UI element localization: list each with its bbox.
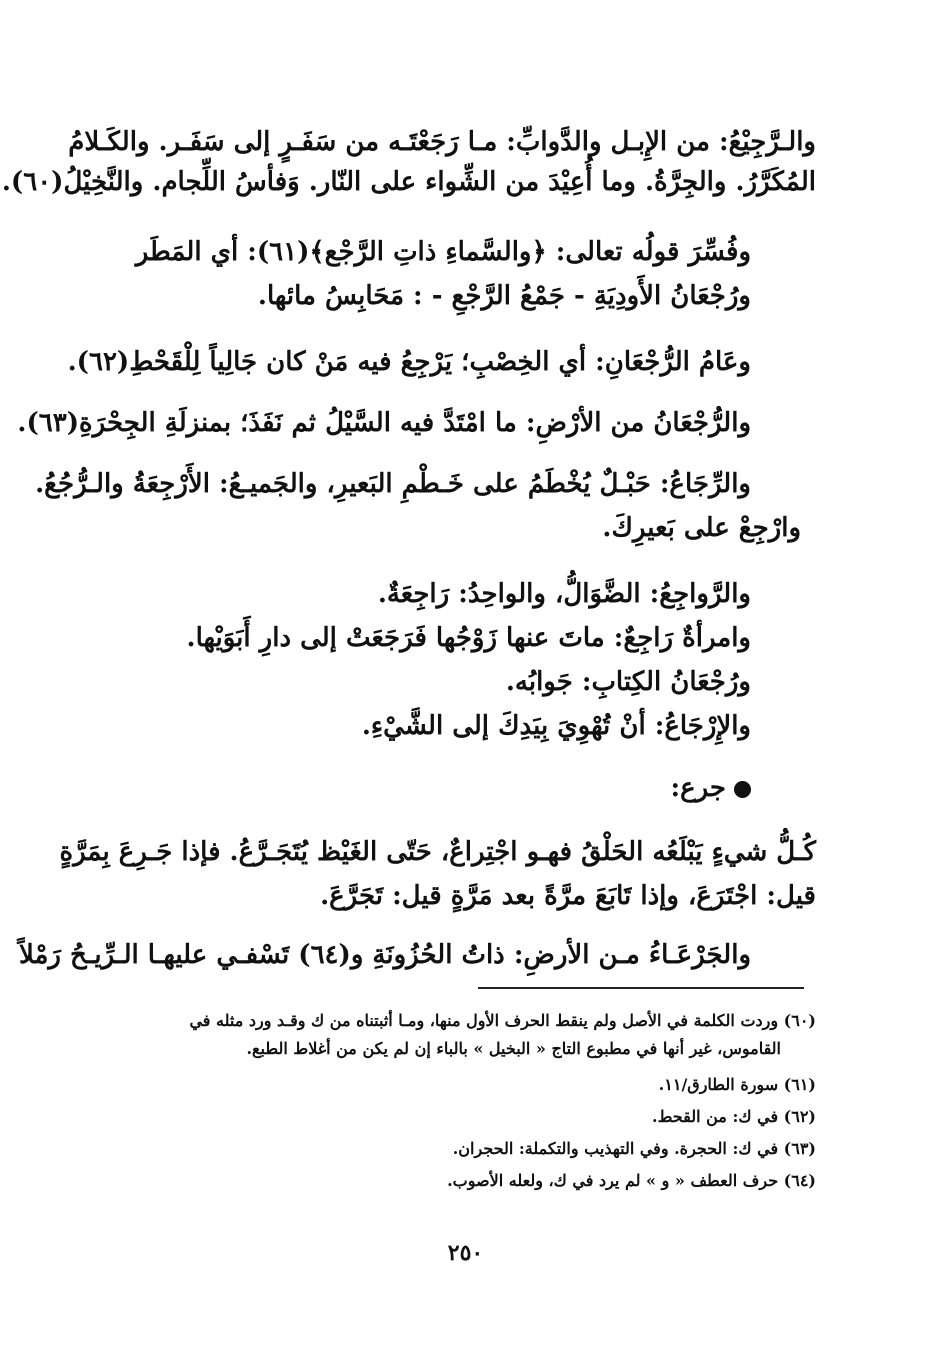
paragraph-alrijaa-line-2: وارْجِعْ على بَعيرِكَ.: [602, 513, 801, 543]
paragraph-alrujan-land: والرُّجْعَانُ من الأرْضِ: ما امْتَدَّ فيه السَّيْلُ ثم نَفَذَ؛ بمنزلَةِ الجِحْرَةِ(٦٣).: [17, 408, 751, 438]
paragraph-rajea-sky-line-2: ورُجْعَانُ الأَودِيَةِ - جَمْعُ الرَّجْعِ - : مَحَابِسُ مائها.: [257, 281, 751, 311]
paragraph-alrawajea: والرَّواجِعُ: الضَّوَالُّ، والواحِدُ: رَاجِعَةٌ.: [377, 579, 751, 609]
footnote-60-line-1: (٦٠) وردت الكلمة في الأصل ولم ينقط الحرف الأول منها، ومـا أثبتناه من ك وقـد ورد مثله في: [189, 1011, 816, 1030]
footnote-64: (٦٤) حرف العطف « و » لم يرد في ك، ولعله الأصوب.: [447, 1171, 816, 1190]
footnote-separator: [478, 987, 804, 989]
paragraph-ijtiraa-line-1: كُـلُّ شيءٍ يَبْلَعُه الحَلْقُ فهـو اجْتِراعٌ، حَتّى الغَيْظ يُتَجَـرَّعُ. فإذا جَـرِعَ بِمَرَّةٍ: [59, 837, 816, 867]
paragraph-alirjaa: والإِرْجَاعُ: أنْ تُهْوِيَ بِيَدِكَ إلى الشَّيْءِ.: [361, 711, 751, 741]
bullet-icon: [734, 781, 751, 798]
footnote-61: (٦١) سورة الطارق/١١.: [658, 1075, 816, 1094]
paragraph-imraa-rajea: وامرأةٌ رَاجِعٌ: ماتَ عنها زَوْجُها فَرَجَعَتْ إلى دارِ أَبَوَيْها.: [186, 623, 751, 653]
paragraph-ijtiraa-line-2: قيل: اجْتَرَعَ، وإذا تَابَعَ مرَّةً بعد مَرَّةٍ قيل: تَجَرَّعَ.: [320, 881, 816, 911]
paragraph-alrijaa-line-1: والرِّجَاعُ: حَبْـلٌ يُخْطَمُ على خَـطْمِ البَعيرِ، والجَميـعُ: الأَرْجِعَةُ والـرُّجُعُ.: [35, 469, 751, 499]
paragraph-aam-alrujan: وعَامُ الرُّجْعَانِ: أي الخِصْبِ؛ يَرْجِعُ فيه مَنْ كان جَالِياً لِلْقَحْطِ(٦٢).: [67, 347, 751, 377]
entry-heading-text: جرع:: [670, 773, 726, 803]
paragraph-rajea-sky-line-1: وفُسِّرَ قولُه تعالى: ﴿والسَّماءِ ذاتِ الرَّجْع﴾(٦١): أي المَطَر: [135, 237, 751, 267]
footnote-62: (٦٢) في ك: من القحط.: [652, 1107, 816, 1126]
paragraph-rajee-line-2: المُكَرَّرُ. والجِرَّةُ. وما أُعِيْدَ من الشِّواء على النّار. وَفأسُ اللِّجام. والنَّخِيْلُ(٦٠).: [1, 167, 816, 197]
paragraph-rajee-line-1: والـرَّجِيْعُ: من الإِبـل والدَّوابِّ: مـا رَجَعْتَـه من سَفَـرٍ إلى سَفَـر. والكَـلامُ: [68, 127, 816, 157]
page-number: ٢٥٠: [447, 1240, 484, 1266]
entry-heading-jaraa: [670, 768, 751, 808]
footnote-60-line-2: القاموس، غير أنها في مطبوع التاج « البخيل » بالباء إن لم يكن من أغلاط الطبع.: [246, 1039, 781, 1058]
paragraph-aljaraa: والجَرْعَـاءُ مـن الأرضِ: ذاتُ الحُزُونَةِ و(٦٤) تَسْفـي عليهـا الـرِّيـحُ رَمْلاً: [18, 940, 751, 970]
paragraph-rujan-alkitab: ورُجْعَانُ الكِتابِ: جَوابُه.: [505, 667, 751, 697]
footnote-63: (٦٣) في ك: الحجرة. وفي التهذيب والتكملة: الحجران.: [452, 1139, 816, 1158]
